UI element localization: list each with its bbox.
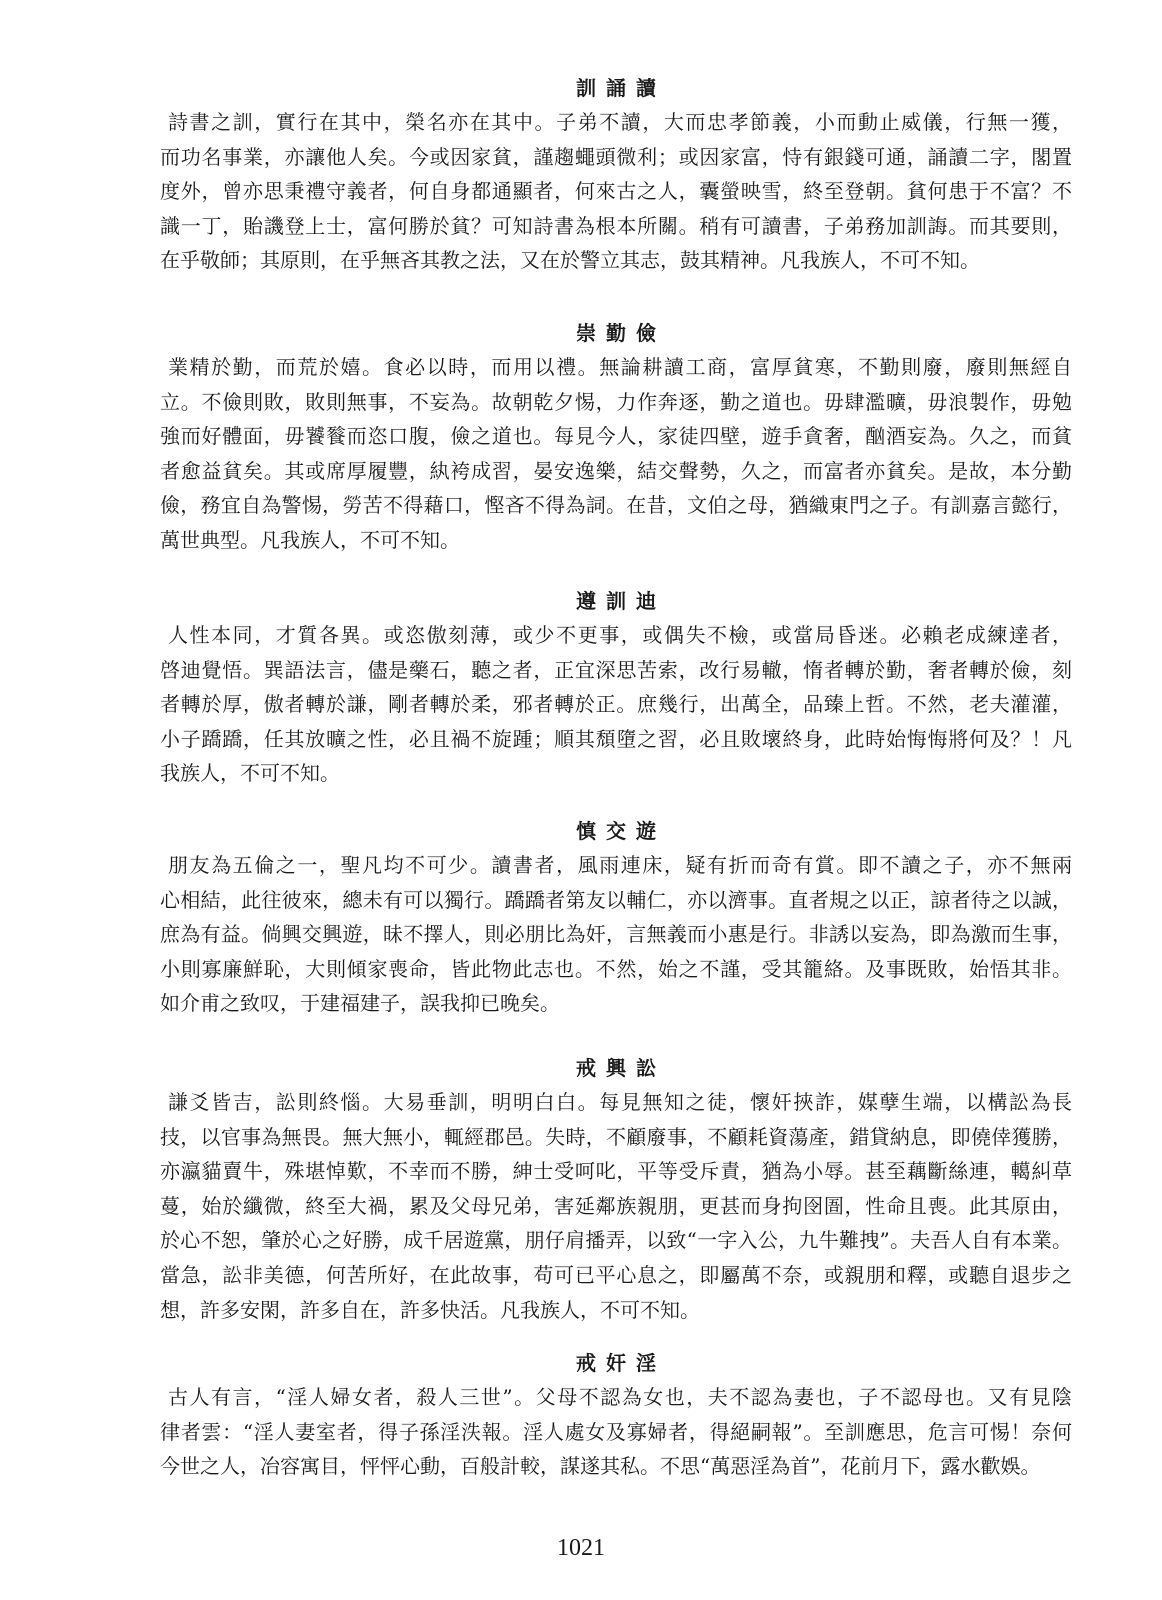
text-line: 業精於勤，而荒於嬉。食必以時，而用以禮。無論耕讀工商，富厚貧寒，不勤則廢，廢則無經自 xyxy=(168,355,1072,379)
section-paragraph xyxy=(160,1380,1072,1484)
section-paragraph xyxy=(160,1085,1072,1327)
section-heading: 遵訓迪 xyxy=(576,589,666,613)
section-paragraph xyxy=(160,105,1072,278)
section-paragraph xyxy=(160,848,1072,1021)
text-line: 識一丁，貽譏登上士，富何勝於貧？可知詩書為根本所關。稍有可讀書，子弟務加訓誨。而其要則， xyxy=(160,213,1072,238)
section-paragraph xyxy=(160,618,1072,791)
section-heading: 戒興訟 xyxy=(576,1056,666,1080)
section xyxy=(160,588,1072,791)
section xyxy=(160,320,1072,558)
section xyxy=(160,818,1072,1021)
text-line: 立。不儉則敗，敗則無事，不妄為。故朝乾夕惕，力作奔逐，勤之道也。毋肆濫曠，毋浪製作，毋勉 xyxy=(160,389,1072,414)
section-paragraph xyxy=(160,350,1072,558)
text-line: 人性本同，才質各異。或恣傲刻薄，或少不更事，或偶失不檢，或當局昏迷。必賴老成練達者， xyxy=(168,623,1072,647)
text-line: 朋友為五倫之一，聖凡均不可少。讀書者，風雨連床，疑有折而奇有賞。即不讀之子，亦不無兩 xyxy=(168,853,1072,877)
text-line: 儉，務宜自為警惕，勞苦不得藉口，慳吝不得為詞。在昔，文伯之母，猶織東門之子。有訓嘉言懿行， xyxy=(160,493,1072,518)
text-line: 想，許多安閑，許多自在，許多快活。凡我族人，不可不知。 xyxy=(160,1297,700,1322)
text-line: 庶為有益。倘興交興遊，昧不擇人，則必朋比為奸，言無義而小惠是行。非誘以妄為，即為激而生事， xyxy=(160,922,1072,947)
text-line: 今世之人，冶容寓目，怦怦心動，百般計較，謀遂其私。不思“萬惡淫為首”，花前月下，露水歡娛。 xyxy=(160,1454,1041,1479)
text-line: 啓迪覺悟。巽語法言，儘是藥石，聽之者，正宜深思苦索，改行易轍，惰者轉於勤，奢者轉於儉，刻 xyxy=(160,657,1072,682)
section-heading: 戒奸淫 xyxy=(576,1351,666,1375)
section-heading: 崇勤儉 xyxy=(576,321,666,345)
text-line: 亦瀛貓賣牛，殊堪悼歎，不幸而不勝，紳士受呵叱，平等受斥責，猶為小辱。甚至藕斷絲連，轕糾草 xyxy=(160,1159,1072,1184)
text-line: 詩書之訓，實行在其中，榮名亦在其中。子弟不讀，大而忠孝節義，小而動止威儀，行無一獲， xyxy=(168,110,1072,134)
text-line: 蔓，始於纖微，終至大禍，累及父母兄弟，害延鄰族親朋，更甚而身拘囹圄，性命且喪。此其原由， xyxy=(160,1193,1072,1218)
text-line: 技，以官事為無畏。無大無小，輒經郡邑。失時，不顧廢事，不顧耗資蕩產，錯貸納息，即僥倖獲勝， xyxy=(160,1124,1072,1149)
text-line: 小則寡廉鮮恥，大則傾家喪命，皆此物此志也。不然，始之不謹，受其籠絡。及事既敗，始悟其非。 xyxy=(160,956,1072,981)
text-line: 古人有言，“淫人婦女者，殺人三世”。父母不認為女也，夫不認為妻也，子不認母也。又有見陰 xyxy=(168,1385,1072,1409)
text-line: 度外，曾亦思秉禮守義者，何自身都通顯者，何來古之人，囊螢映雪，終至登朝。貧何患于不富？不 xyxy=(160,179,1072,204)
text-line: 心相結，此往彼來，總未有可以獨行。蹻蹻者第友以輔仁，亦以濟事。直者規之以正，諒者待之以誠， xyxy=(160,887,1072,912)
text-line: 我族人，不可不知。 xyxy=(160,761,340,786)
text-line: 而功名事業，亦讓他人矣。今或因家貧，謹趨蠅頭微利；或因家富，恃有銀錢可通，誦讀二字，閣置 xyxy=(160,144,1072,169)
text-line: 者愈益貧矣。其或席厚履豐，紈袴成習，晏安逸樂，結交聲勢，久之，而富者亦貧矣。是故，本分勤 xyxy=(160,458,1072,483)
text-line: 萬世典型。凡我族人，不可不知。 xyxy=(160,527,460,552)
document-page xyxy=(160,0,1072,1600)
section-heading: 訓誦讀 xyxy=(576,76,666,100)
section-heading: 慎交遊 xyxy=(576,819,666,843)
text-line: 律者雲：“淫人妻室者，得子孫淫泆報。淫人處女及寡婦者，得絕嗣報”。至訓應思，危言可惕！奈何 xyxy=(160,1419,1072,1444)
text-line: 強而好體面，毋饕餮而恣口腹，儉之道也。每見今人，家徒四壁，遊手貪奢，酗酒妄為。久之，而貧 xyxy=(160,424,1072,449)
text-line: 謙爻皆吉，訟則終惱。大易垂訓，明明白白。每見無知之徒，懷奸挾詐，媒孽生端，以構訟為長 xyxy=(168,1090,1072,1114)
section xyxy=(160,1055,1072,1327)
section xyxy=(160,75,1072,278)
text-line: 者轉於厚，傲者轉於謙，剛者轉於柔，邪者轉於正。庶幾行，出萬全，品臻上哲。不然，老夫灌灌， xyxy=(160,692,1072,717)
text-line: 在乎敬師；其原則，在乎無吝其教之法，又在於警立其志，鼓其精神。凡我族人，不可不知。 xyxy=(160,248,980,273)
text-line: 於心不恕，肇於心之好勝，成千居遊黨，朋仔肩播弄，以致“一字入公，九牛難拽”。夫吾人自有本業。 xyxy=(160,1228,1072,1253)
text-line: 小子蹻蹻，任其放曠之性，必且禍不旋踵；順其頹墮之習，必且敗壞終身，此時始悔悔將何及？！凡 xyxy=(160,726,1072,751)
text-line: 當急，訟非美德，何苦所好，在此故事，苟可已平心息之，即屬萬不奈，或親朋和釋，或聽自退步之 xyxy=(160,1262,1072,1287)
text-line: 如介甫之致叹，于建福建子，誤我抑已晚矣。 xyxy=(160,991,560,1016)
section xyxy=(160,1350,1072,1484)
page-number: 1021 xyxy=(557,1535,605,1561)
